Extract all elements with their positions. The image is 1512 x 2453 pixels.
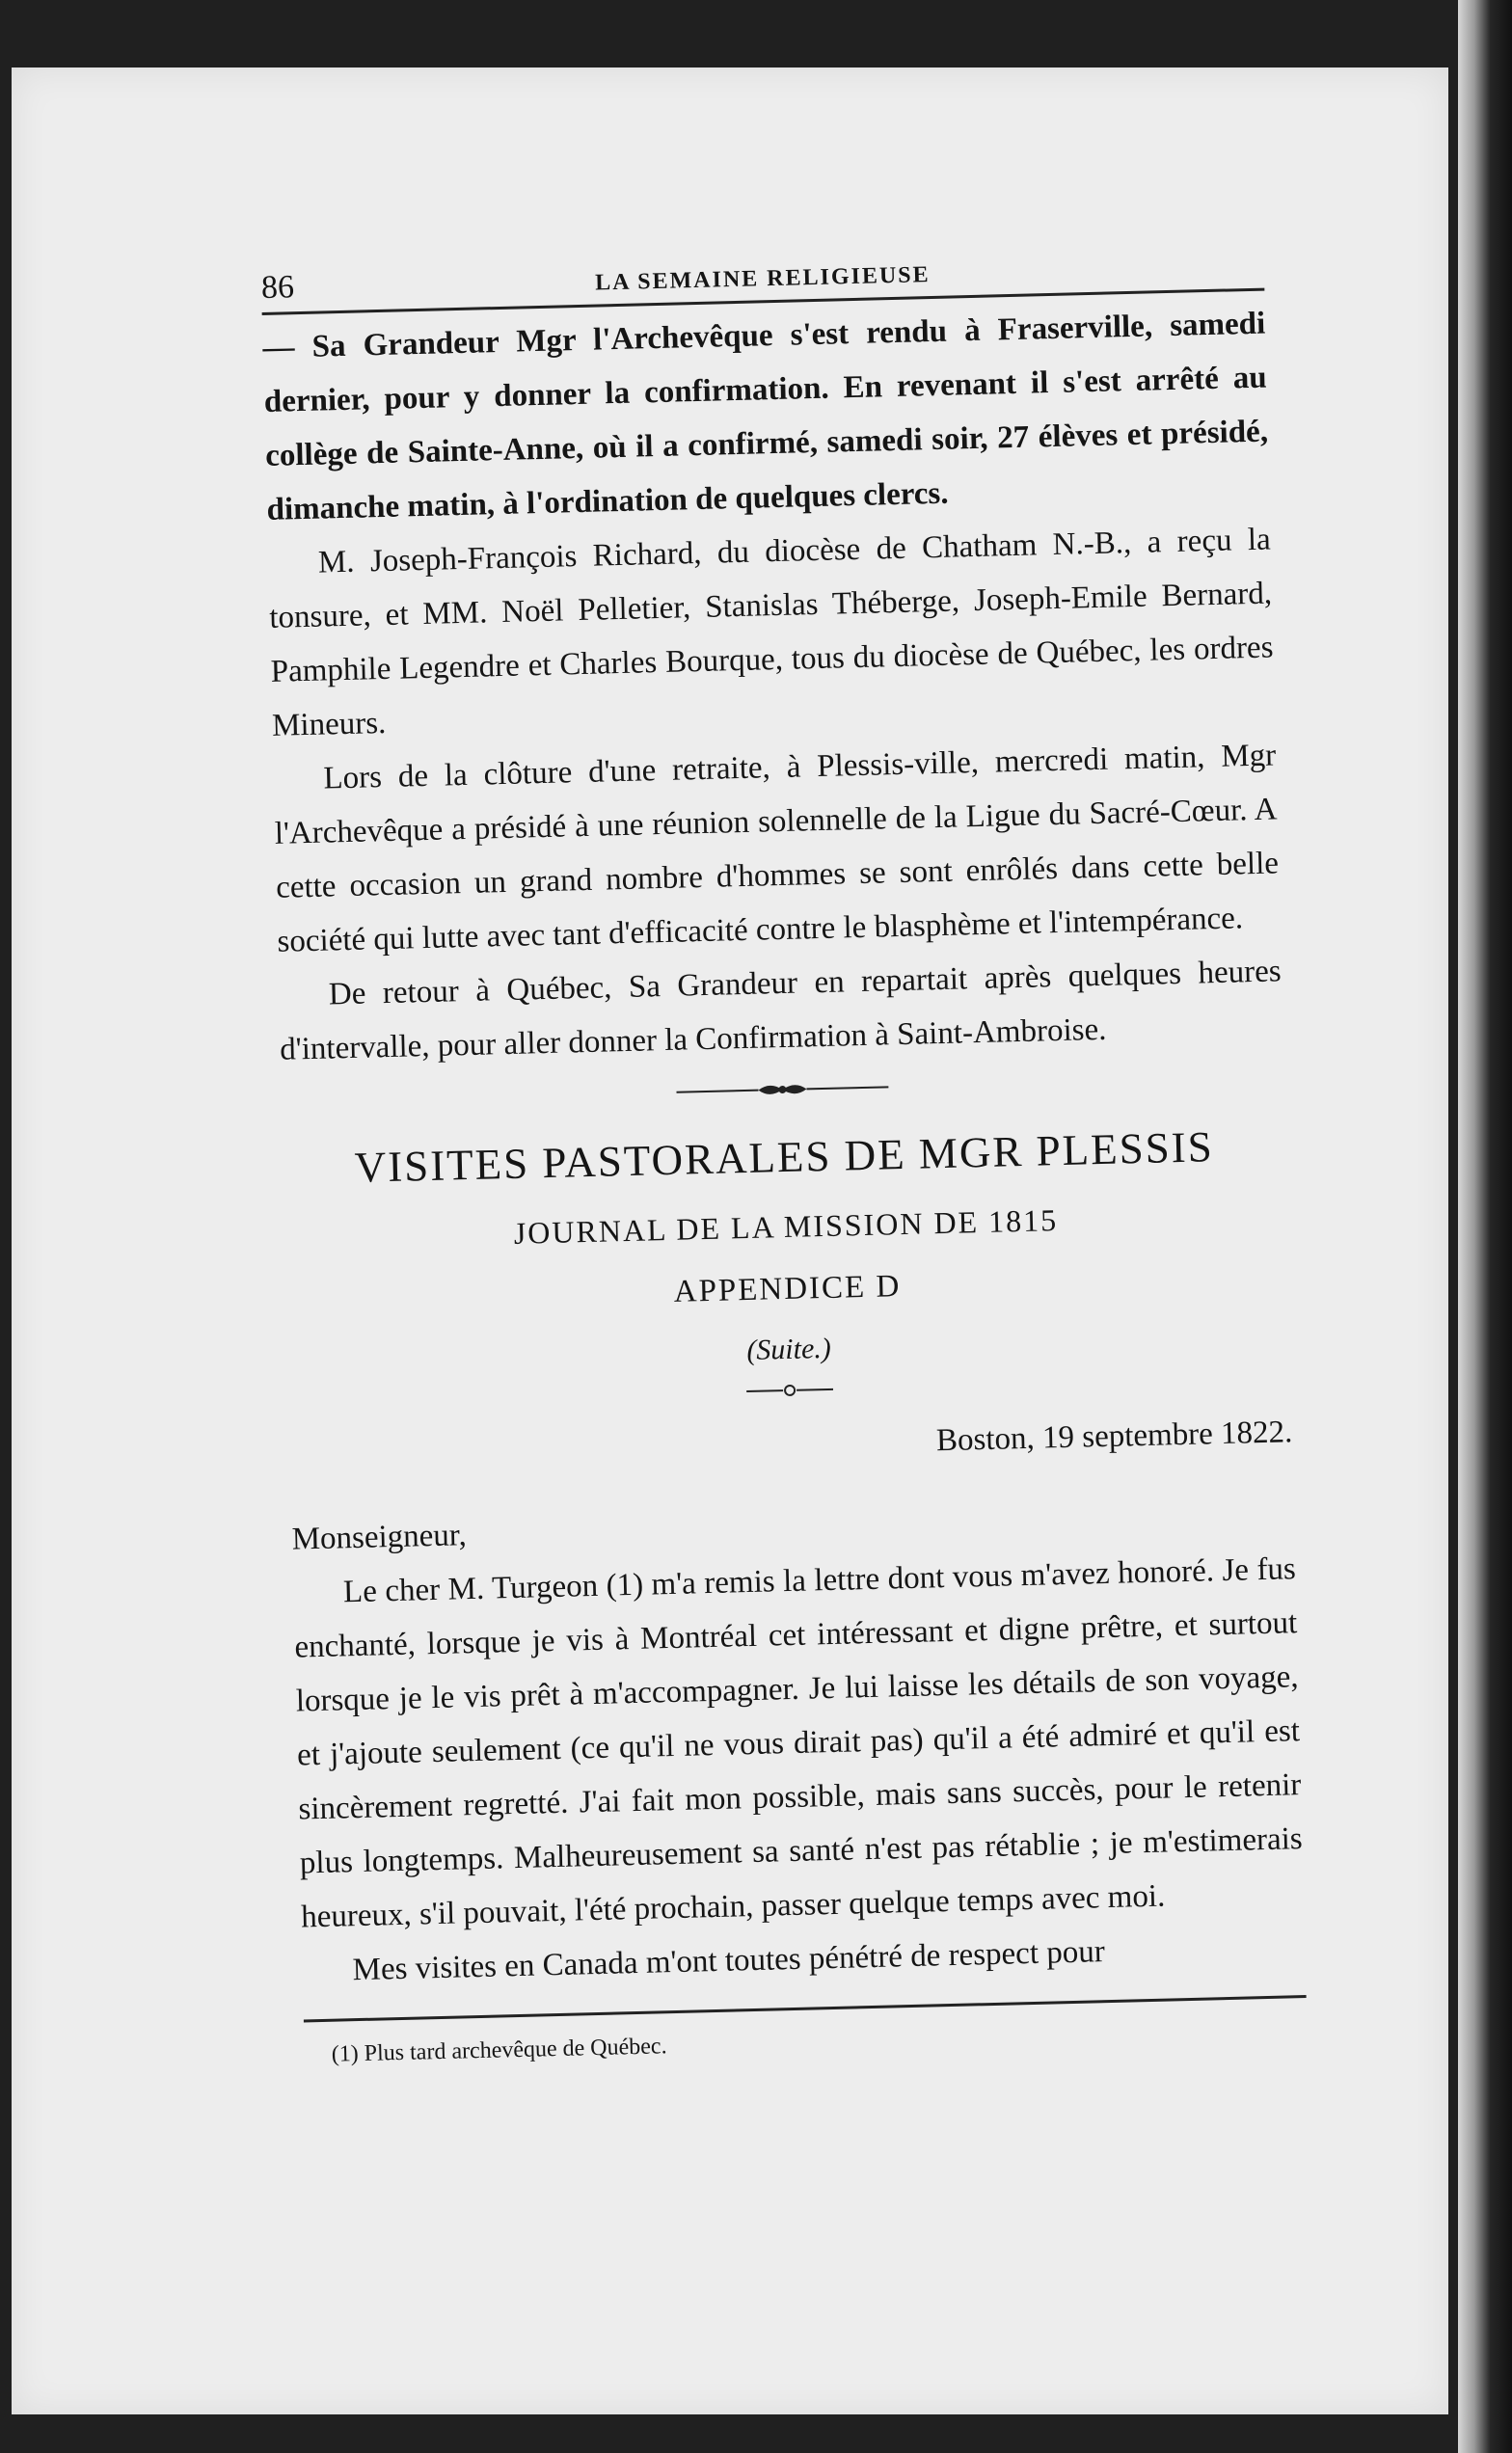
ornament-divider [281, 1065, 1283, 1119]
book-edge [1458, 0, 1512, 2453]
news-paragraph-3: Lors de la clôture d'une retraite, à Plessis-ville, mercredi matin, Mgr l'Archevêque a présidé à une réunion solennelle de la Ligue du Sacré-Cœur. A cette occasion un grand nombre d'hommes se sont enrôlés dans cette belle société qui lutte avec tant d'efficacité contre le blasphème et l'intempérance. [274, 738, 1280, 959]
letter-salutation: Monseigneur, [291, 1518, 468, 1557]
news-section [262, 297, 1276, 753]
news-paragraph-2: M. Joseph-François Richard, du diocèse de Chatham N.-B., a reçu la tonsure, et MM. Noël Pelletier, Stanislas Théberge, Joseph-Emile Bernard, Pamphile Legendre et Charles Bourque, tous du diocèse de Québec, les ordres Mineurs. [268, 522, 1274, 743]
ornament-icon [676, 1075, 889, 1103]
page-number: 86 [260, 269, 295, 306]
news-paragraph-4: De retour à Québec, Sa Grandeur en repartait après quelques heures d'intervalle, pour aller donner la Confirmation à Saint-Ambroise. [279, 954, 1282, 1067]
suite-label: (Suite.) [745, 1332, 832, 1367]
letter-paragraph-2: Mes visites en Canada m'ont toutes pénétré de respect pour [352, 1934, 1106, 1988]
letter-date: Boston, 19 septembre 1822. [935, 1415, 1293, 1459]
running-head: LA SEMAINE RELIGIEUSE [594, 262, 931, 296]
page-content [260, 225, 1308, 2075]
appendix-heading: APPENDICE D [673, 1269, 902, 1309]
footnote: (1) Plus tard archevêque de Québec. [331, 2034, 667, 2067]
small-rule-icon [746, 1382, 833, 1399]
section-title: VISITES PASTORALES DE MGR PLESSIS [354, 1122, 1215, 1192]
section-subtitle: JOURNAL DE LA MISSION DE 1815 [513, 1202, 1059, 1251]
news-paragraph-1: — Sa Grandeur Mgr l'Archevêque s'est rendu à Fraserville, samedi dernier, pour y donner la confirmation. En revenant il s'est arrêté au collège de Sainte-Anne, où il a confirmé, samedi soir, 27 élèves et présidé, dimanche matin, à l'ordination de quelques clercs. [262, 306, 1269, 527]
letter-paragraph-1: Le cher M. Turgeon (1) m'a remis la lettre dont vous m'avez honoré. Je fus enchanté, lorsque je vis à Montréal cet intéressant et digne prêtre, et surtout lorsque je le vis prêt à m'accompagner. Je lui laisse les détails de son voyage, et j'ajoute seulement (ce qu'il ne vous dirait pas) qu'il a été admiré et qu'il est sincèrement regretté. J'ai fait mon possible, mais sans succès, pour le retenir plus longtemps. Malheureusement sa santé n'est pas rétablie ; je m'estimerais heureux, s'il pouvait, l'été prochain, passer quelque temps avec moi. [294, 1551, 1304, 1935]
